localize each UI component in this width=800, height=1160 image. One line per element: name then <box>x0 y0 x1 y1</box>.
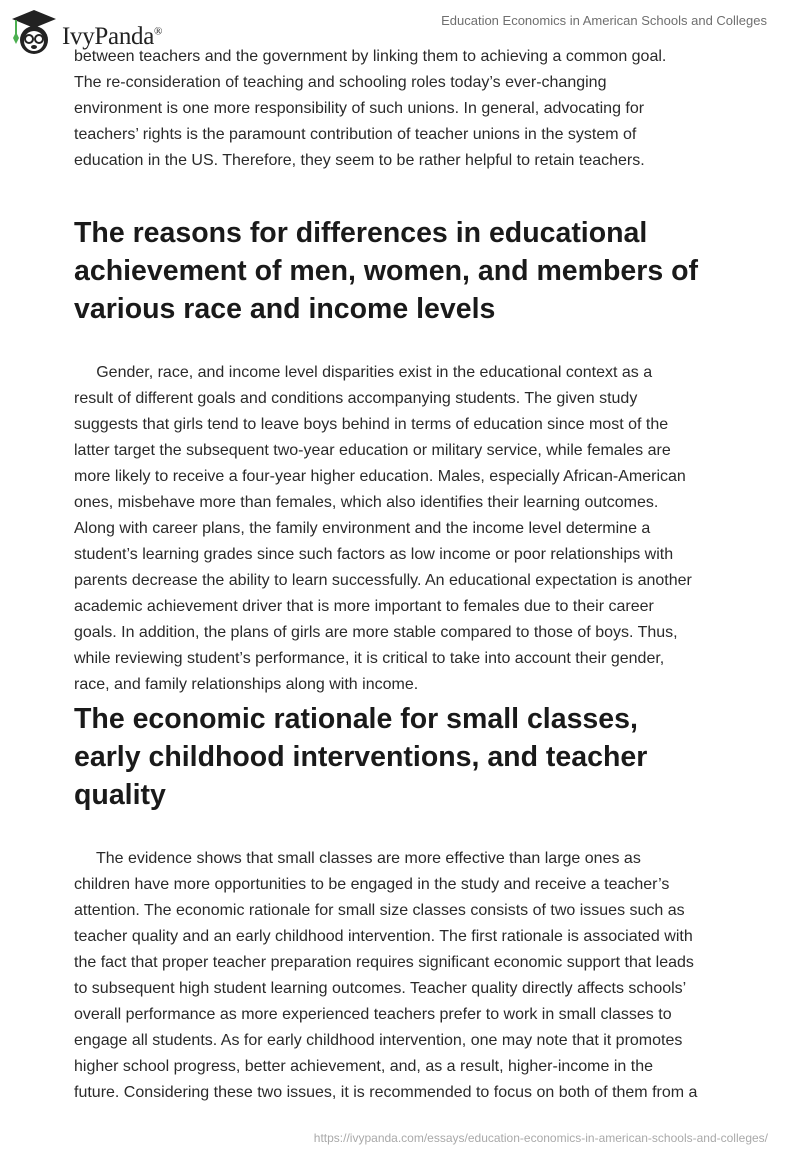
text-line: The re-consideration of teaching and schooling roles today’s ever-changing <box>74 74 607 91</box>
heading-line: achievement of men, women, and members of <box>74 255 698 287</box>
logo-text: IvyPanda <box>62 23 155 50</box>
text-line: children have more opportunities to be engaged in the study and receive a teacher’s <box>74 876 670 893</box>
text-line: higher school progress, better achievement, and, as a result, higher-income in the <box>74 1058 653 1075</box>
text-line: environment is one more responsibility of such unions. In general, advocating for <box>74 100 645 117</box>
text-line: future. Considering these two issues, it is recommended to focus on both of them from a <box>74 1084 698 1101</box>
source-url[interactable]: https://ivypanda.com/essays/education-economics-in-american-schools-and-colleges/ <box>313 1131 768 1145</box>
panda-graduate-icon <box>12 8 56 56</box>
text-line: Gender, race, and income level disparities exist in the educational context as a <box>74 364 653 381</box>
heading-line: early childhood interventions, and teacher <box>74 741 648 773</box>
text-line: attention. The economic rationale for small size classes consists of two issues such as <box>74 902 685 919</box>
text-line: to subsequent high student learning outcomes. Teacher quality directly affects schools’ <box>74 980 687 997</box>
heading-economic-rationale <box>74 700 754 814</box>
paragraph-disparities <box>74 360 754 698</box>
text-line: teacher quality and an early childhood intervention. The first rationale is associated with <box>74 928 693 945</box>
text-line: parents decrease the ability to learn successfully. An educational expectation is another <box>74 572 692 589</box>
heading-line: various race and income levels <box>74 293 496 325</box>
heading-line: The economic rationale for small classes, <box>74 703 638 735</box>
text-line: between teachers and the government by linking them to achieving a common goal. <box>74 48 667 65</box>
text-line: ones, misbehave more than females, which also identifies their learning outcomes. <box>74 494 659 511</box>
paragraph-teacher-unions <box>74 44 754 174</box>
text-line: engage all students. As for early childhood intervention, one may note that it promotes <box>74 1032 683 1049</box>
text-line: suggests that girls tend to leave boys behind in terms of education since most of the <box>74 416 669 433</box>
text-line: the fact that proper teacher preparation requires significant economic support that leads <box>74 954 694 971</box>
text-line: teachers’ rights is the paramount contribution of teacher unions in the system of <box>74 126 637 143</box>
text-line: latter target the subsequent two-year education or military service, while females are <box>74 442 671 459</box>
text-line: academic achievement driver that is more important to females due to their career <box>74 598 654 615</box>
text-line: more likely to receive a four-year higher education. Males, especially African-American <box>74 468 686 485</box>
text-line: student’s learning grades since such factors as low income or poor relationships with <box>74 546 674 563</box>
document-title: Education Economics in American Schools and Colleges <box>441 13 767 28</box>
text-line: Along with career plans, the family environment and the income level determine a <box>74 520 651 537</box>
heading-line: quality <box>74 779 166 811</box>
heading-line: The reasons for differences in educational <box>74 217 648 249</box>
text-line: goals. In addition, the plans of girls are more stable compared to those of boys. Thus, <box>74 624 678 641</box>
registered-mark: ® <box>154 25 163 38</box>
heading-educational-achievement-differences <box>74 214 754 328</box>
text-line: result of different goals and conditions accompanying students. The given study <box>74 390 638 407</box>
text-line: overall performance as more experienced teachers prefer to work in small classes to <box>74 1006 672 1023</box>
paragraph-small-classes <box>74 846 754 1106</box>
text-line: race, and family relationships along with income. <box>74 676 419 693</box>
text-line: education in the US. Therefore, they seem to be rather helpful to retain teachers. <box>74 152 645 169</box>
text-line: while reviewing student’s performance, it is critical to take into account their gender, <box>74 650 665 667</box>
text-line: The evidence shows that small classes are more effective than large ones as <box>74 850 641 867</box>
